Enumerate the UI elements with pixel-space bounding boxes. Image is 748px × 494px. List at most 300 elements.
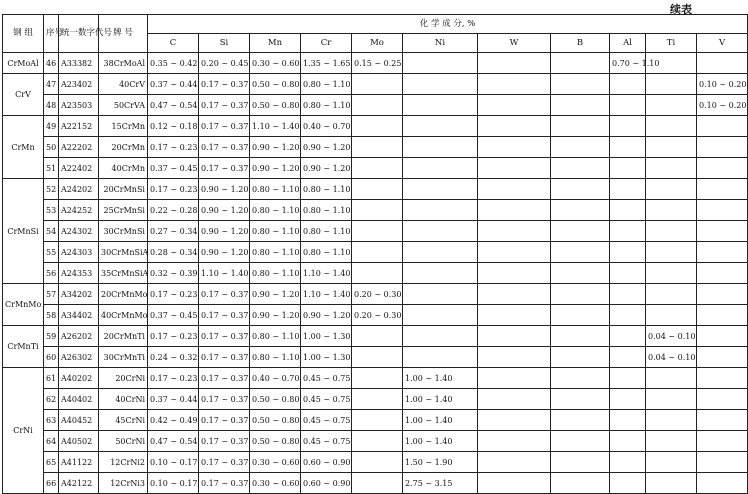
element-ni-cell: 1.00 ~ 1.40 — [403, 389, 478, 410]
grade-cell: 45CrNi — [99, 410, 148, 431]
element-ti-cell — [646, 284, 697, 305]
element-si-cell: 0.90 ~ 1.20 — [199, 179, 250, 200]
element-cr-cell: 0.90 ~ 1.20 — [301, 158, 352, 179]
element-w-cell — [478, 326, 551, 347]
grade-cell: 25CrMnSi — [99, 200, 148, 221]
element-al-cell — [610, 452, 646, 473]
grade-cell: 50CrNi — [99, 431, 148, 452]
grade-cell: 40CrNi — [99, 389, 148, 410]
element-cr-cell: 0.45 ~ 0.75 — [301, 431, 352, 452]
element-si-cell: 0.17 ~ 0.37 — [199, 116, 250, 137]
table-row — [3, 389, 748, 410]
element-b-cell — [551, 158, 610, 179]
element-mn-cell: 0.80 ~ 1.10 — [250, 263, 301, 284]
unified-code-cell: A24303 — [59, 242, 99, 263]
table-row — [3, 53, 748, 74]
element-mn-cell: 0.80 ~ 1.10 — [250, 347, 301, 368]
element-mn-cell: 1.10 ~ 1.40 — [250, 116, 301, 137]
element-mo-cell: 0.20 ~ 0.30 — [352, 284, 403, 305]
seq-cell: 53 — [44, 200, 59, 221]
seq-cell: 47 — [44, 74, 59, 95]
element-ti-cell — [646, 137, 697, 158]
grade-cell: 12CrNi2 — [99, 452, 148, 473]
seq-cell: 48 — [44, 95, 59, 116]
seq-cell: 61 — [44, 368, 59, 389]
element-mo-cell — [352, 242, 403, 263]
element-mo-cell — [352, 326, 403, 347]
element-mn-cell: 0.30 ~ 0.60 — [250, 473, 301, 494]
element-c-cell: 0.37 ~ 0.44 — [148, 389, 199, 410]
element-si-cell: 0.17 ~ 0.37 — [199, 158, 250, 179]
table-row — [3, 263, 748, 284]
element-b-cell — [551, 326, 610, 347]
element-ti-cell — [646, 158, 697, 179]
element-c-cell: 0.27 ~ 0.34 — [148, 221, 199, 242]
element-v-cell — [697, 158, 748, 179]
unified-code-cell: A24353 — [59, 263, 99, 284]
element-w-cell — [478, 305, 551, 326]
header-steel-group: 钢 组 — [3, 15, 44, 53]
table-row — [3, 95, 748, 116]
element-b-cell — [551, 410, 610, 431]
element-mo-cell — [352, 263, 403, 284]
element-b-cell — [551, 305, 610, 326]
unified-code-cell: A33382 — [59, 53, 99, 74]
element-w-cell — [478, 347, 551, 368]
element-c-cell: 0.37 ~ 0.44 — [148, 74, 199, 95]
element-c-cell: 0.22 ~ 0.28 — [148, 200, 199, 221]
element-si-cell: 0.90 ~ 1.20 — [199, 242, 250, 263]
element-b-cell — [551, 137, 610, 158]
grade-cell: 20CrNi — [99, 368, 148, 389]
element-w-cell — [478, 284, 551, 305]
element-cr-cell: 0.45 ~ 0.75 — [301, 389, 352, 410]
element-c-cell: 0.24 ~ 0.32 — [148, 347, 199, 368]
seq-cell: 59 — [44, 326, 59, 347]
header-element-v: V — [697, 34, 748, 53]
element-c-cell: 0.35 ~ 0.42 — [148, 53, 199, 74]
header-unified-code: 统一数字代号 — [59, 15, 99, 53]
element-b-cell — [551, 368, 610, 389]
table-row — [3, 137, 748, 158]
header-element-ni: Ni — [403, 34, 478, 53]
table-row — [3, 410, 748, 431]
unified-code-cell: A24202 — [59, 179, 99, 200]
unified-code-cell: A34402 — [59, 305, 99, 326]
continued-label: 续表 — [670, 3, 692, 16]
element-c-cell: 0.17 ~ 0.23 — [148, 326, 199, 347]
element-mn-cell: 0.40 ~ 0.70 — [250, 368, 301, 389]
element-cr-cell: 0.45 ~ 0.75 — [301, 368, 352, 389]
element-si-cell: 0.17 ~ 0.37 — [199, 347, 250, 368]
element-mn-cell: 0.80 ~ 1.10 — [250, 200, 301, 221]
element-mn-cell: 0.50 ~ 0.80 — [250, 410, 301, 431]
steel-group-cell: CrMnMo — [3, 284, 44, 326]
element-si-cell: 0.17 ~ 0.37 — [199, 431, 250, 452]
header-composition: 化 学 成 分, % — [148, 15, 748, 34]
unified-code-cell: A23503 — [59, 95, 99, 116]
element-b-cell — [551, 116, 610, 137]
element-cr-cell: 0.90 ~ 1.20 — [301, 305, 352, 326]
element-cr-cell: 1.10 ~ 1.40 — [301, 263, 352, 284]
element-mo-cell — [352, 368, 403, 389]
element-al-cell — [610, 410, 646, 431]
element-cr-cell: 0.80 ~ 1.10 — [301, 221, 352, 242]
element-al-cell — [610, 431, 646, 452]
element-w-cell — [478, 221, 551, 242]
element-mo-cell — [352, 389, 403, 410]
header-element-w: W — [478, 34, 551, 53]
element-ti-cell — [646, 74, 697, 95]
seq-cell: 64 — [44, 431, 59, 452]
element-mo-cell — [352, 473, 403, 494]
element-v-cell — [697, 179, 748, 200]
table-row — [3, 242, 748, 263]
element-al-cell — [610, 389, 646, 410]
grade-cell: 20CrMn — [99, 137, 148, 158]
unified-code-cell: A26302 — [59, 347, 99, 368]
element-mo-cell — [352, 410, 403, 431]
element-mn-cell: 0.90 ~ 1.20 — [250, 158, 301, 179]
unified-code-cell: A40202 — [59, 368, 99, 389]
element-ni-cell — [403, 158, 478, 179]
element-ti-cell — [646, 473, 697, 494]
element-ti-cell — [646, 368, 697, 389]
header-element-si: Si — [199, 34, 250, 53]
element-ti-cell — [646, 431, 697, 452]
element-mn-cell: 0.50 ~ 0.80 — [250, 431, 301, 452]
element-al-cell — [610, 179, 646, 200]
element-c-cell: 0.37 ~ 0.45 — [148, 158, 199, 179]
element-w-cell — [478, 263, 551, 284]
element-b-cell — [551, 53, 610, 74]
element-si-cell: 0.17 ~ 0.37 — [199, 74, 250, 95]
element-mo-cell — [352, 74, 403, 95]
element-b-cell — [551, 221, 610, 242]
element-mo-cell — [352, 200, 403, 221]
element-al-cell — [610, 74, 646, 95]
element-cr-cell: 0.80 ~ 1.10 — [301, 95, 352, 116]
element-v-cell — [697, 263, 748, 284]
element-b-cell — [551, 284, 610, 305]
unified-code-cell: A23402 — [59, 74, 99, 95]
element-v-cell: 0.10 ~ 0.20 — [697, 95, 748, 116]
element-ni-cell — [403, 200, 478, 221]
unified-code-cell: A22202 — [59, 137, 99, 158]
element-ni-cell — [403, 137, 478, 158]
element-mo-cell — [352, 347, 403, 368]
element-ti-cell — [646, 179, 697, 200]
element-cr-cell: 1.00 ~ 1.30 — [301, 347, 352, 368]
unified-code-cell: A40402 — [59, 389, 99, 410]
element-mn-cell: 0.50 ~ 0.80 — [250, 74, 301, 95]
element-ti-cell — [646, 263, 697, 284]
header-element-c: C — [148, 34, 199, 53]
element-al-cell — [610, 326, 646, 347]
element-v-cell — [697, 116, 748, 137]
table-row — [3, 431, 748, 452]
element-c-cell: 0.10 ~ 0.17 — [148, 452, 199, 473]
grade-cell: 12CrNi3 — [99, 473, 148, 494]
seq-cell: 58 — [44, 305, 59, 326]
element-mn-cell: 0.80 ~ 1.10 — [250, 326, 301, 347]
element-mn-cell: 0.80 ~ 1.10 — [250, 179, 301, 200]
seq-cell: 46 — [44, 53, 59, 74]
element-mo-cell — [352, 116, 403, 137]
grade-cell: 35CrMnSiA — [99, 263, 148, 284]
element-al-cell — [610, 263, 646, 284]
element-mn-cell: 0.30 ~ 0.60 — [250, 53, 301, 74]
element-ti-cell — [646, 200, 697, 221]
element-v-cell — [697, 326, 748, 347]
steel-group-cell: CrMn — [3, 116, 44, 179]
table-row — [3, 179, 748, 200]
element-si-cell: 0.17 ~ 0.37 — [199, 284, 250, 305]
element-cr-cell: 0.60 ~ 0.90 — [301, 473, 352, 494]
table-row — [3, 305, 748, 326]
element-w-cell — [478, 179, 551, 200]
element-c-cell: 0.17 ~ 0.23 — [148, 137, 199, 158]
element-b-cell — [551, 431, 610, 452]
element-mn-cell: 0.90 ~ 1.20 — [250, 284, 301, 305]
element-mo-cell — [352, 221, 403, 242]
element-al-cell — [610, 284, 646, 305]
steel-group-cell: CrNi — [3, 368, 44, 494]
header-seq: 序号 — [44, 15, 59, 53]
element-mn-cell: 0.30 ~ 0.60 — [250, 452, 301, 473]
element-si-cell: 0.17 ~ 0.37 — [199, 473, 250, 494]
element-w-cell — [478, 431, 551, 452]
element-c-cell: 0.10 ~ 0.17 — [148, 473, 199, 494]
element-ni-cell — [403, 116, 478, 137]
element-cr-cell: 0.80 ~ 1.10 — [301, 242, 352, 263]
header-element-mn: Mn — [250, 34, 301, 53]
table-row — [3, 158, 748, 179]
steel-composition-table — [2, 14, 748, 494]
element-ti-cell — [646, 242, 697, 263]
seq-cell: 63 — [44, 410, 59, 431]
table-row — [3, 200, 748, 221]
element-c-cell: 0.12 ~ 0.18 — [148, 116, 199, 137]
element-v-cell — [697, 200, 748, 221]
element-al-cell — [610, 137, 646, 158]
element-ti-cell — [646, 389, 697, 410]
table-row — [3, 284, 748, 305]
element-v-cell — [697, 221, 748, 242]
element-al-cell — [610, 473, 646, 494]
element-w-cell — [478, 137, 551, 158]
unified-code-cell: A26202 — [59, 326, 99, 347]
element-c-cell: 0.17 ~ 0.23 — [148, 368, 199, 389]
element-mo-cell — [352, 179, 403, 200]
element-v-cell — [697, 284, 748, 305]
unified-code-cell: A42122 — [59, 473, 99, 494]
element-ti-cell — [646, 221, 697, 242]
element-b-cell — [551, 452, 610, 473]
table-row — [3, 74, 748, 95]
element-mn-cell: 0.50 ~ 0.80 — [250, 389, 301, 410]
element-v-cell — [697, 452, 748, 473]
element-al-cell — [610, 95, 646, 116]
element-w-cell — [478, 53, 551, 74]
header-element-cr: Cr — [301, 34, 352, 53]
unified-code-cell: A22402 — [59, 158, 99, 179]
element-ni-cell — [403, 74, 478, 95]
element-al-cell — [610, 158, 646, 179]
element-c-cell: 0.47 ~ 0.54 — [148, 431, 199, 452]
element-v-cell — [697, 137, 748, 158]
element-w-cell — [478, 473, 551, 494]
unified-code-cell: A34202 — [59, 284, 99, 305]
element-b-cell — [551, 263, 610, 284]
element-cr-cell: 1.00 ~ 1.30 — [301, 326, 352, 347]
element-mo-cell — [352, 95, 403, 116]
element-v-cell — [697, 431, 748, 452]
seq-cell: 65 — [44, 452, 59, 473]
element-si-cell: 0.17 ~ 0.37 — [199, 95, 250, 116]
seq-cell: 62 — [44, 389, 59, 410]
element-b-cell — [551, 389, 610, 410]
element-v-cell — [697, 389, 748, 410]
element-w-cell — [478, 242, 551, 263]
element-al-cell: 0.70 ~ 1.10 — [610, 53, 646, 74]
element-si-cell: 0.90 ~ 1.20 — [199, 200, 250, 221]
element-cr-cell: 0.80 ~ 1.10 — [301, 179, 352, 200]
element-w-cell — [478, 95, 551, 116]
seq-cell: 57 — [44, 284, 59, 305]
header-element-b: B — [551, 34, 610, 53]
element-cr-cell: 0.45 ~ 0.75 — [301, 410, 352, 431]
unified-code-cell: A41122 — [59, 452, 99, 473]
element-al-cell — [610, 200, 646, 221]
seq-cell: 60 — [44, 347, 59, 368]
element-w-cell — [478, 116, 551, 137]
grade-cell: 30CrMnSi — [99, 221, 148, 242]
unified-code-cell: A24302 — [59, 221, 99, 242]
grade-cell: 20CrMnTi — [99, 326, 148, 347]
element-c-cell: 0.17 ~ 0.23 — [148, 284, 199, 305]
element-ni-cell — [403, 347, 478, 368]
grade-cell: 38CrMoAl — [99, 53, 148, 74]
element-cr-cell: 0.60 ~ 0.90 — [301, 452, 352, 473]
element-mo-cell: 0.20 ~ 0.30 — [352, 305, 403, 326]
element-c-cell: 0.42 ~ 0.49 — [148, 410, 199, 431]
steel-group-cell: CrMoAl — [3, 53, 44, 74]
element-al-cell — [610, 221, 646, 242]
element-v-cell — [697, 473, 748, 494]
element-b-cell — [551, 473, 610, 494]
element-si-cell: 0.20 ~ 0.45 — [199, 53, 250, 74]
element-mn-cell: 0.80 ~ 1.10 — [250, 221, 301, 242]
table-row — [3, 326, 748, 347]
seq-cell: 52 — [44, 179, 59, 200]
element-c-cell: 0.47 ~ 0.54 — [148, 95, 199, 116]
element-al-cell — [610, 242, 646, 263]
element-mn-cell: 0.90 ~ 1.20 — [250, 137, 301, 158]
element-si-cell: 0.17 ~ 0.37 — [199, 410, 250, 431]
element-v-cell: 0.10 ~ 0.20 — [697, 74, 748, 95]
element-v-cell — [697, 305, 748, 326]
element-v-cell — [697, 410, 748, 431]
element-b-cell — [551, 74, 610, 95]
grade-cell: 15CrMn — [99, 116, 148, 137]
element-ni-cell: 1.00 ~ 1.40 — [403, 368, 478, 389]
seq-cell: 66 — [44, 473, 59, 494]
element-ti-cell — [646, 95, 697, 116]
element-v-cell — [697, 368, 748, 389]
element-ni-cell: 1.00 ~ 1.40 — [403, 431, 478, 452]
element-b-cell — [551, 200, 610, 221]
unified-code-cell: A24252 — [59, 200, 99, 221]
element-mn-cell: 0.50 ~ 0.80 — [250, 95, 301, 116]
steel-group-cell: CrMnSi — [3, 179, 44, 284]
element-al-cell — [610, 347, 646, 368]
element-mo-cell — [352, 452, 403, 473]
grade-cell: 30CrMnTi — [99, 347, 148, 368]
grade-cell: 40CrMnMo — [99, 305, 148, 326]
element-ni-cell — [403, 284, 478, 305]
element-mo-cell — [352, 137, 403, 158]
element-v-cell — [697, 347, 748, 368]
table-row — [3, 221, 748, 242]
element-cr-cell: 0.40 ~ 0.70 — [301, 116, 352, 137]
seq-cell: 55 — [44, 242, 59, 263]
grade-cell: 30CrMnSiA — [99, 242, 148, 263]
element-w-cell — [478, 74, 551, 95]
seq-cell: 56 — [44, 263, 59, 284]
seq-cell: 49 — [44, 116, 59, 137]
element-c-cell: 0.17 ~ 0.23 — [148, 179, 199, 200]
element-si-cell: 0.17 ~ 0.37 — [199, 452, 250, 473]
element-si-cell: 0.17 ~ 0.37 — [199, 137, 250, 158]
element-ti-cell — [646, 410, 697, 431]
table-row — [3, 347, 748, 368]
steel-group-cell: CrV — [3, 74, 44, 116]
element-v-cell — [697, 53, 748, 74]
element-al-cell — [610, 368, 646, 389]
seq-cell: 51 — [44, 158, 59, 179]
element-ni-cell: 2.75 ~ 3.15 — [403, 473, 478, 494]
element-ti-cell — [646, 452, 697, 473]
element-si-cell: 0.17 ~ 0.37 — [199, 305, 250, 326]
header-grade: 牌 号 — [99, 15, 148, 53]
grade-cell: 20CrMnMo — [99, 284, 148, 305]
seq-cell: 54 — [44, 221, 59, 242]
element-c-cell: 0.37 ~ 0.45 — [148, 305, 199, 326]
element-ti-cell — [646, 116, 697, 137]
element-c-cell: 0.32 ~ 0.39 — [148, 263, 199, 284]
element-mn-cell: 0.80 ~ 1.10 — [250, 242, 301, 263]
element-b-cell — [551, 242, 610, 263]
element-ni-cell — [403, 305, 478, 326]
element-ni-cell: 1.00 ~ 1.40 — [403, 410, 478, 431]
element-w-cell — [478, 200, 551, 221]
element-al-cell — [610, 305, 646, 326]
element-b-cell — [551, 95, 610, 116]
element-cr-cell: 0.80 ~ 1.10 — [301, 200, 352, 221]
element-cr-cell: 1.10 ~ 1.40 — [301, 284, 352, 305]
element-ti-cell: 0.04 ~ 0.10 — [646, 347, 697, 368]
unified-code-cell: A40502 — [59, 431, 99, 452]
grade-cell: 40CrMn — [99, 158, 148, 179]
element-ni-cell — [403, 179, 478, 200]
header-element-al: Al — [610, 34, 646, 53]
element-ni-cell — [403, 221, 478, 242]
element-ti-cell — [646, 305, 697, 326]
element-ni-cell — [403, 53, 478, 74]
element-c-cell: 0.28 ~ 0.34 — [148, 242, 199, 263]
element-si-cell: 0.17 ~ 0.37 — [199, 389, 250, 410]
